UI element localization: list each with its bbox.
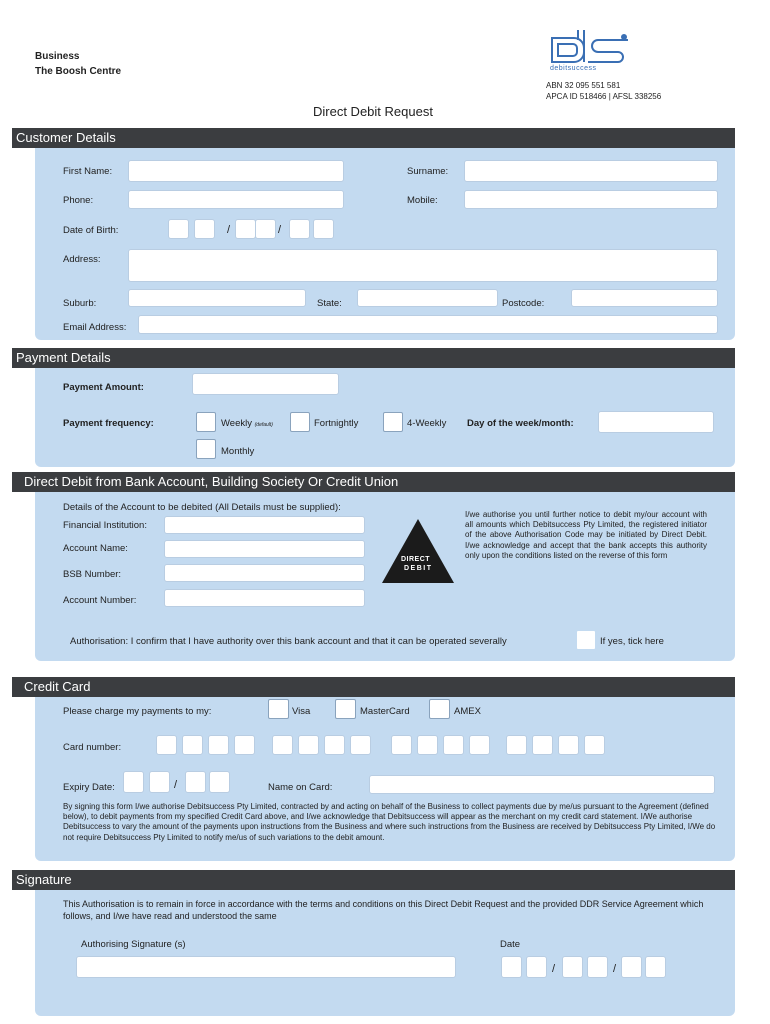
sig-date-separator-2: /: [613, 963, 617, 975]
sig-date-separator-1: /: [552, 963, 556, 975]
monthly-label: Monthly: [221, 446, 255, 457]
address-label: Address:: [63, 254, 101, 265]
amex-label: AMEX: [454, 706, 481, 717]
day-of-week-field[interactable]: [598, 411, 714, 433]
first-name-field[interactable]: [128, 160, 344, 182]
direct-debit-heading: Direct Debit from Bank Account, Building Society Or Credit Union: [12, 472, 735, 492]
signature-field[interactable]: [76, 956, 456, 978]
dob-year-digit-1[interactable]: [289, 219, 310, 239]
card-digit-5[interactable]: [272, 735, 293, 755]
bsb-number-field[interactable]: [164, 564, 365, 582]
direct-debit-logo: [380, 517, 456, 585]
payment-frequency-label: Payment frequency:: [63, 418, 154, 429]
card-digit-7[interactable]: [324, 735, 345, 755]
postcode-label: Postcode:: [502, 298, 545, 309]
authorising-signature-label: Authorising Signature (s): [81, 939, 186, 950]
first-name-label: First Name:: [63, 166, 113, 177]
authorisation-statement: Authorisation: I confirm that I have authority over this bank account and that it can be operated severally: [70, 636, 507, 647]
visa-checkbox[interactable]: [268, 699, 289, 719]
dob-day-digit-1[interactable]: [168, 219, 189, 239]
debitsuccess-logo: [548, 28, 633, 76]
card-digit-2[interactable]: [182, 735, 203, 755]
weekly-default-note: (default): [254, 422, 273, 428]
address-field[interactable]: [128, 249, 718, 282]
apca-id: APCA ID 518466 | AFSL 338256: [546, 92, 662, 101]
authorisation-terms: This Authorisation is to remain in force in accordance with the terms and conditions on this Direct Debit Request and the provided DDR Service Agreement which follows, and I/we have read and understood the same: [63, 899, 704, 921]
dob-month-digit-1[interactable]: [235, 219, 256, 239]
fortnightly-checkbox[interactable]: [290, 412, 310, 432]
card-number-label: Card number:: [63, 742, 122, 753]
direct-debit-logo-line1: DIRECT: [401, 556, 431, 563]
name-on-card-field[interactable]: [369, 775, 715, 794]
dob-label: Date of Birth:: [63, 225, 119, 236]
card-digit-8[interactable]: [350, 735, 371, 755]
direct-debit-logo-line2: DEBIT: [404, 565, 433, 572]
mobile-label: Mobile:: [407, 195, 438, 206]
business-name: The Boosh Centre: [35, 66, 122, 77]
card-digit-3[interactable]: [208, 735, 229, 755]
card-digit-9[interactable]: [391, 735, 412, 755]
expiry-date-label: Expiry Date:: [63, 782, 115, 793]
account-details-instruction: Details of the Account to be debited (All Details must be supplied):: [63, 502, 341, 513]
suburb-label: Suburb:: [63, 298, 97, 309]
surname-field[interactable]: [464, 160, 718, 182]
credit-card-terms: By signing this form I/we authorise Debitsuccess Pty Limited, contracted by and acting on behalf of the Business to collect payments due by me/us pursuant to the Agreement (defined below), to debit payments from my specified Credit Card above, and I/we acknowledge that Debitsuccess will appear as the merchant on my credit card statement. I/We authorise Debitsuccess to vary the amount of the payments upon instructions from the Business and where such instructions from the Business are received by Debitsuccess Pty Limited, I/We do not require Debitsuccess Pty Limited to notify me/us of such variations to the debit amount.: [63, 802, 716, 842]
card-digit-15[interactable]: [558, 735, 579, 755]
card-digit-1[interactable]: [156, 735, 177, 755]
fortnightly-label: Fortnightly: [314, 418, 359, 429]
financial-institution-field[interactable]: [164, 516, 365, 534]
bsb-number-label: BSB Number:: [63, 569, 122, 580]
page-title: Direct Debit Request: [313, 104, 433, 119]
phone-label: Phone:: [63, 195, 94, 206]
mastercard-checkbox[interactable]: [335, 699, 356, 719]
expiry-year-digit-1[interactable]: [185, 771, 206, 793]
expiry-month-digit-2[interactable]: [149, 771, 170, 793]
phone-field[interactable]: [128, 190, 344, 209]
email-label: Email Address:: [63, 322, 127, 333]
expiry-month-digit-1[interactable]: [123, 771, 144, 793]
direct-debit-logo-icon: [380, 517, 456, 585]
charge-payments-label: Please charge my payments to my:: [63, 706, 212, 717]
expiry-year-digit-2[interactable]: [209, 771, 230, 793]
logo-subtext: debitsuccess: [550, 65, 597, 72]
sig-date-day-digit-1[interactable]: [501, 956, 522, 978]
customer-details-heading: Customer Details: [12, 128, 735, 148]
credit-card-heading: Credit Card: [12, 677, 735, 697]
authorise-statement: I/we authorise you until further notice to debit my/our account with all amounts which Debitsuccess Pty Limited, the registered initiator of the above Authorisation Code may be initiated by Direct Debit. I/we acknowledge and accept that the bank accepts this authority only upon the conditions listed on the reverse of this form: [465, 510, 707, 560]
sig-date-year-digit-2[interactable]: [645, 956, 666, 978]
financial-institution-label: Financial Institution:: [63, 520, 147, 531]
card-digit-6[interactable]: [298, 735, 319, 755]
state-label: State:: [317, 298, 342, 309]
sig-date-day-digit-2[interactable]: [526, 956, 547, 978]
dob-separator-1: /: [227, 224, 231, 236]
monthly-checkbox[interactable]: [196, 439, 216, 459]
card-digit-11[interactable]: [443, 735, 464, 755]
card-digit-16[interactable]: [584, 735, 605, 755]
sig-date-month-digit-1[interactable]: [562, 956, 583, 978]
amex-checkbox[interactable]: [429, 699, 450, 719]
mobile-field[interactable]: [464, 190, 718, 209]
dob-separator-2: /: [278, 224, 282, 236]
dob-month-digit-2[interactable]: [255, 219, 276, 239]
card-digit-12[interactable]: [469, 735, 490, 755]
sig-date-year-digit-1[interactable]: [621, 956, 642, 978]
four-weekly-checkbox[interactable]: [383, 412, 403, 432]
weekly-checkbox[interactable]: [196, 412, 216, 432]
dob-year-digit-2[interactable]: [313, 219, 334, 239]
payment-details-heading: Payment Details: [12, 348, 735, 368]
name-on-card-label: Name on Card:: [268, 782, 333, 793]
account-number-field[interactable]: [164, 589, 365, 607]
signature-date-label: Date: [500, 939, 521, 950]
if-yes-label: If yes, tick here: [600, 636, 664, 647]
weekly-label: Weekly (default): [221, 418, 273, 429]
card-digit-10[interactable]: [417, 735, 438, 755]
sig-date-month-digit-2[interactable]: [587, 956, 608, 978]
signature-heading: Signature: [12, 870, 735, 890]
postcode-field[interactable]: [571, 289, 718, 307]
four-weekly-label: 4-Weekly: [407, 418, 447, 429]
card-digit-13[interactable]: [506, 735, 527, 755]
account-name-field[interactable]: [164, 540, 365, 558]
email-field[interactable]: [138, 315, 718, 334]
suburb-field[interactable]: [128, 289, 306, 307]
dob-day-digit-2[interactable]: [194, 219, 215, 239]
mastercard-label: MasterCard: [360, 706, 410, 717]
payment-amount-field[interactable]: [192, 373, 339, 395]
expiry-separator: /: [174, 779, 178, 791]
state-field[interactable]: [357, 289, 498, 307]
payment-amount-label: Payment Amount:: [63, 382, 144, 393]
day-of-week-label: Day of the week/month:: [467, 418, 574, 429]
abn-number: ABN 32 095 551 581: [546, 81, 621, 90]
business-label: Business: [35, 51, 80, 62]
authorisation-checkbox[interactable]: [576, 630, 596, 650]
card-digit-14[interactable]: [532, 735, 553, 755]
account-name-label: Account Name:: [63, 543, 128, 554]
card-digit-4[interactable]: [234, 735, 255, 755]
account-number-label: Account Number:: [63, 595, 137, 606]
surname-label: Surname:: [407, 166, 449, 177]
visa-label: Visa: [292, 706, 311, 717]
